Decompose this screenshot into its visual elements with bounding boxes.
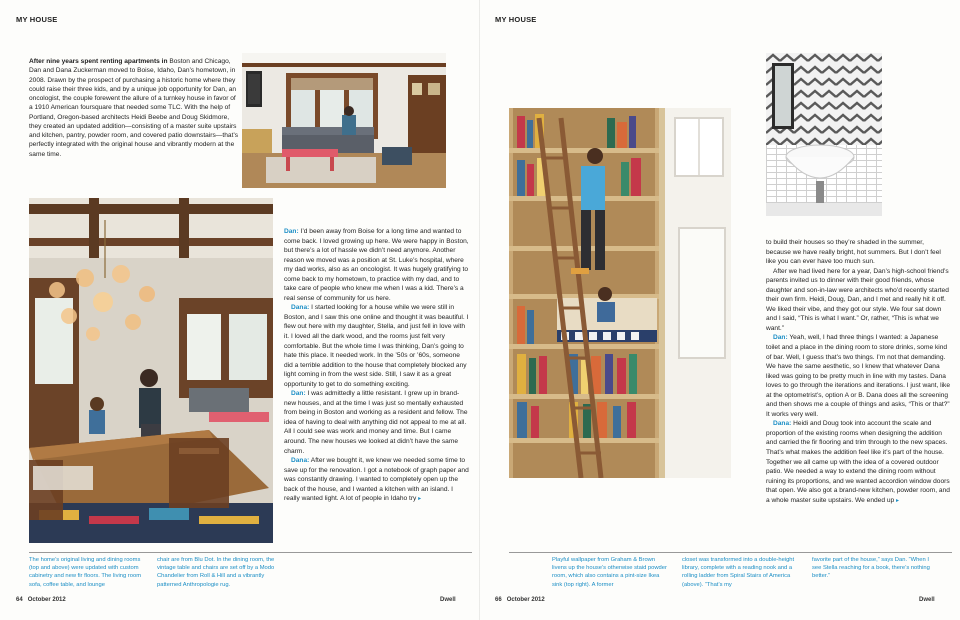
body-paragraph	[766, 267, 950, 334]
paragraph-text: I’d been away from Boise for a long time and wanted to come back. I loved growing up here. We were happy in Boston, but there’s a lot of hassle we didn’t need anymore. Another reason we moved was a position at St. Luke’s hospital, where my dad works, also as an oncologist. It was hugely gratifying to come back to my hometown, to practice with my dad, and to take care of people who knew me when I was a kid. There’s a real sense of community for us here.	[284, 228, 469, 302]
section-label-right: MY HOUSE	[495, 15, 537, 24]
paragraph-text: After we bought it, we knew we needed some time to save up for the renovation. I got a notebook of graph paper and was constantly drawing. I wanted to completely open up the back of the house, and I wanted a kitchen with an island. I really wanted light. A lot of people in Idaho try	[284, 457, 469, 503]
body-paragraph	[766, 419, 950, 506]
section-label-left: MY HOUSE	[16, 15, 58, 24]
left-body-column	[284, 227, 470, 505]
continue-arrow-icon: ▸	[418, 496, 422, 503]
paragraph-text: Yeah, well, I had three things I wanted: a Japanese toilet and a place in the dining room to store drinks, some kind of bar. Well, I guess that’s two things. I’m not that demanding. We have the same aesthetic, so I knew that whatever Dana liked was going to be pretty much in line with my tastes. Dana loves to go through the iterations and iterations. I just want, like at the optometrist’s, option A or B. Dana does all the screening and then shows me a couple of things and asks, “This or that?” It works very well.	[766, 334, 950, 418]
body-paragraph	[284, 227, 470, 303]
right-page	[480, 0, 960, 620]
caption-left-col2: chair are from Blu Dot. In the dining room, the vintage table and chairs are set off by a Modo Chandelier from Roll & Hill and a vibrantly patterned Anthropologie rug.	[157, 557, 275, 588]
caption-rule	[29, 552, 472, 553]
speaker-label: Dana:	[773, 420, 792, 428]
body-paragraph	[766, 238, 950, 267]
caption-right-col1: Playful wallpaper from Graham & Brown livens up the house’s otherwise staid powder room, which also contains a pint-size Ikea sink (top right). A former	[552, 557, 667, 588]
speaker-label: Dan:	[284, 228, 299, 235]
body-paragraph	[284, 389, 470, 456]
living-room-photo	[242, 53, 446, 188]
dining-room-photo	[29, 198, 273, 543]
intro-body: Boston and Chicago, Dan and Dana Zuckerman moved to Boise, Idaho, Dan’s hometown, in 2008. Drawn by the prospect of purchasing a historic home where they could raise their three kids, and by a unique job opportunity for Dan, an oncologist, the couple forewent the allure of a turnkey house in favor of a 1910 American foursquare that needed some TLC. With the help of Portland, Oregon-based architects Heidi Beebe and Doug Skidmore, they created an updated addition—consisting of a master suite upstairs and kitchen, pantry, powder room, and covered patio downstairs—that’s perfectly integrated with the original house and vibrantly modern at the same time.	[29, 58, 239, 158]
continue-arrow-icon: ▸	[896, 497, 900, 504]
caption-rule	[509, 552, 952, 553]
page-number: 64	[16, 597, 23, 603]
intro-lead: After nine years spent renting apartments in	[29, 58, 168, 65]
caption-right-col3: favorite part of the house,” says Dan. “When I see Stella reaching for a book, there’s nothing better.”	[812, 557, 930, 580]
right-brand: Dwell	[919, 597, 935, 603]
body-paragraph	[284, 303, 470, 389]
speaker-label: Dan:	[773, 334, 788, 342]
intro-paragraph	[29, 57, 239, 159]
speaker-label: Dana:	[291, 304, 310, 312]
left-brand: Dwell	[440, 597, 456, 603]
paragraph-text: I started looking for a house while we were still in Boston, and I saw this one online and thought it was beautiful. I flew out here with my daughter, Stella, and just fell in love with it. I loved all the dark wood, and the rooms just felt very comfortable. But the whole time I was thinking, Dan’s going to hate this place. It needed work. In the ’50s or ’60s, someone did a terrible addition to the house that completely blocked any light coming in from the west side. Still, I saw it as a great opportunity to get to do something exciting.	[284, 304, 469, 388]
powder-room-photo	[766, 53, 882, 216]
paragraph-text: Heidi and Doug took into account the scale and proportion of the existing rooms when designing the addition and carried the fir flooring and trim through to the new spaces. That’s what makes the addition feel like it’s part of the house. Together we all came up with the idea of a covered outdoor patio. We needed a way to extend the dining room without ruining its proportions, and we wanted accordion window doors that open. We also got a brand-new kitchen, powder room, and a whole master suite upstairs. We ended up	[766, 420, 950, 504]
speaker-label: Dan:	[291, 390, 306, 398]
paragraph-text: After we had lived here for a year, Dan’s high-school friend’s parents invited us to dinner with their good friends, whose daughter and son-in-law were architects who’d recently started their own firm. Heidi, Doug, Dan, and I met and really hit it off. We liked their vibe, and they got our style. We four sat down and I said, “This is what I want.” Or, rather, “This is what we want.”	[766, 267, 949, 332]
speaker-label: Dana:	[291, 457, 310, 465]
paragraph-text: to build their houses so they’re shaded in the summer, because we have really bright, hot summers. But I don’t feel like you can ever have too much sun.	[766, 239, 941, 266]
page-number: 66	[495, 597, 502, 603]
body-paragraph	[766, 333, 950, 419]
issue-date: October 2012	[506, 597, 545, 603]
body-paragraph	[284, 456, 470, 505]
paragraph-text: I was admittedly a little resistant. I grew up in brand-new houses, and at the time I was just so mentally exhausted from being in Boston and working as a resident and fellow. The idea of having to deal with anything did not appeal to me at all. All I could see was work and money and time. But I came around. The new houses we looked at didn’t have the same charm.	[284, 390, 468, 455]
caption-right-col2: closet was transformed into a double-height library, complete with a reading nook and a rolling ladder from Spiral Stairs of America (above). “That’s my	[682, 557, 795, 588]
library-photo	[509, 108, 731, 478]
issue-date: October 2012	[27, 597, 66, 603]
right-body-column	[766, 238, 950, 506]
right-folio	[495, 597, 545, 603]
caption-left-col1: The home’s original living and dining rooms (top and above) were updated with custom cabinetry and new fir floors. The living room sofa, coffee table, and lounge	[29, 557, 142, 588]
left-folio	[16, 597, 66, 603]
